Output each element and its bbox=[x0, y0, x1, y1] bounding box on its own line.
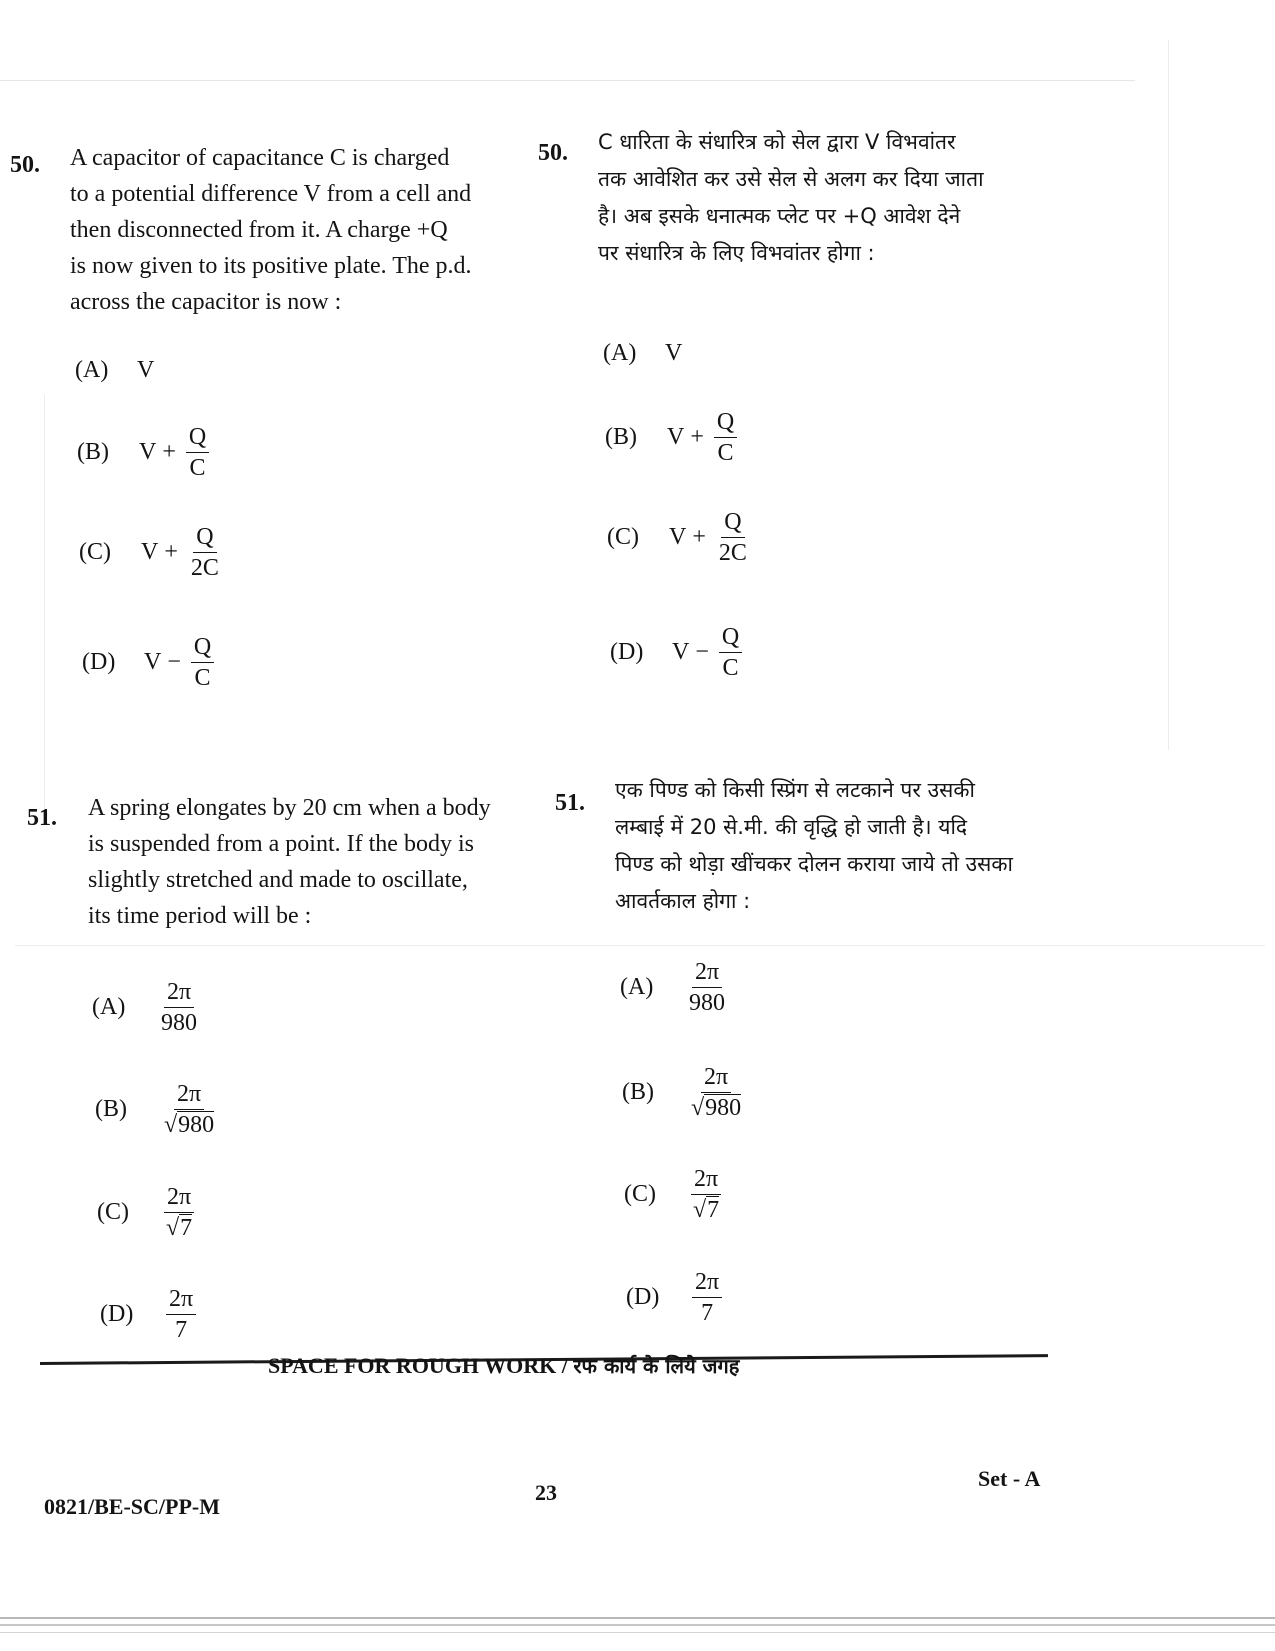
denominator: C bbox=[722, 655, 739, 681]
fraction bbox=[719, 625, 742, 680]
numerator: 2π bbox=[692, 960, 722, 988]
denominator: 2C bbox=[190, 555, 219, 581]
middle-faint-rule bbox=[15, 945, 1265, 946]
q51-en-option-a bbox=[92, 980, 200, 1035]
q51-en-option-c bbox=[97, 1185, 195, 1240]
q50-hi-line: है। अब इसके धनात्मक प्लेट पर +Q आवेश देने bbox=[598, 204, 961, 228]
option-term: V bbox=[669, 524, 687, 550]
q50-hi-line: C धारिता के संधारित्र को सेल द्वारा V विभवांतर bbox=[598, 130, 956, 154]
option-label: (C) bbox=[624, 1181, 656, 1207]
option-label: (C) bbox=[79, 539, 111, 565]
option-sign: − bbox=[695, 639, 709, 665]
q50-hi-line: पर संधारित्र के लिए विभवांतर होगा : bbox=[598, 241, 875, 265]
option-label: (D) bbox=[100, 1301, 134, 1327]
q51-hi-line: एक पिण्ड को किसी स्प्रिंग से लटकाने पर उसकी bbox=[615, 778, 975, 802]
denominator: C bbox=[189, 455, 206, 481]
option-label: (B) bbox=[77, 439, 109, 465]
denominator: 2C bbox=[718, 540, 747, 566]
q50-en-option-a bbox=[75, 357, 154, 384]
option-sign: + bbox=[690, 424, 704, 450]
bottom-rule bbox=[0, 1624, 1275, 1626]
fraction bbox=[186, 425, 209, 480]
denominator bbox=[158, 1008, 200, 1035]
option-sign: − bbox=[167, 649, 181, 675]
q50-en-option-c bbox=[79, 525, 222, 580]
denominator bbox=[172, 1315, 190, 1342]
numerator: Q bbox=[186, 425, 209, 453]
denominator bbox=[161, 1110, 217, 1137]
numerator: Q bbox=[193, 525, 216, 553]
option-label: (D) bbox=[610, 639, 644, 665]
question-51-text-hi bbox=[615, 772, 1013, 920]
q50-en-option-b bbox=[77, 425, 209, 480]
q51-hi-option-d bbox=[626, 1270, 722, 1325]
q51-en-line: its time period will be : bbox=[88, 903, 312, 929]
denominator: C bbox=[194, 665, 211, 691]
radicand: 980 bbox=[705, 1095, 742, 1121]
q50-en-line: is now given to its positive plate. The p.d. bbox=[70, 253, 472, 279]
option-label: (D) bbox=[82, 649, 116, 675]
numerator: 2π bbox=[164, 1185, 194, 1213]
option-sign: + bbox=[692, 524, 706, 550]
q50-hi-line: तक आवेशित कर उसे सेल से अलग कर दिया जाता bbox=[598, 167, 984, 191]
option-term: V bbox=[139, 439, 157, 465]
numerator: Q bbox=[721, 510, 744, 538]
fraction bbox=[166, 1287, 196, 1342]
option-sign: + bbox=[162, 439, 176, 465]
set-label: Set - A bbox=[978, 1466, 1041, 1491]
fraction bbox=[163, 1185, 195, 1240]
q50-en-line: to a potential difference V from a cell and bbox=[70, 181, 472, 207]
q50-hi-option-c bbox=[607, 510, 750, 565]
page-number: 23 bbox=[535, 1480, 557, 1505]
q51-en-line: A spring elongates by 20 cm when a body bbox=[88, 795, 491, 821]
radicand: 980 bbox=[161, 1010, 197, 1036]
option-label: (C) bbox=[607, 524, 639, 550]
option-label: (A) bbox=[603, 340, 637, 366]
q51-en-line: slightly stretched and made to oscillate, bbox=[88, 867, 468, 893]
option-term: V bbox=[667, 424, 685, 450]
q50-en-line: A capacitor of capacitance C is charged bbox=[70, 145, 450, 171]
radicand: 980 bbox=[178, 1112, 215, 1138]
radicand: 7 bbox=[707, 1197, 720, 1223]
q51-hi-option-b bbox=[622, 1065, 744, 1120]
q50-en-option-d bbox=[82, 635, 214, 690]
numerator: 2π bbox=[174, 1082, 204, 1110]
numerator: Q bbox=[719, 625, 742, 653]
numerator: Q bbox=[191, 635, 214, 663]
sqrt-sign: √ bbox=[164, 1112, 178, 1138]
question-51-number-hi: 51. bbox=[555, 790, 585, 816]
sqrt-sign: √ bbox=[166, 1215, 180, 1241]
q50-en-line: then disconnected from it. A charge +Q bbox=[70, 217, 448, 243]
option-label: (C) bbox=[97, 1199, 129, 1225]
top-rule bbox=[0, 80, 1135, 81]
denominator bbox=[686, 988, 728, 1015]
q51-hi-line: लम्बाई में 20 से.मी. की वृद्धि हो जाती है। यदि bbox=[615, 815, 968, 839]
option-label: (A) bbox=[92, 994, 126, 1020]
denominator: C bbox=[717, 440, 734, 466]
option-value: V bbox=[665, 340, 683, 366]
question-50-number-en: 50. bbox=[10, 152, 40, 178]
rough-work-en: SPACE FOR ROUGH WORK / bbox=[268, 1353, 574, 1378]
q51-en-line: is suspended from a point. If the body is bbox=[88, 831, 474, 857]
q51-hi-line: आवर्तकाल होगा : bbox=[615, 889, 751, 913]
option-value: V bbox=[137, 357, 155, 383]
radicand: 7 bbox=[701, 1300, 714, 1326]
option-sign: + bbox=[164, 539, 178, 565]
q51-hi-option-c bbox=[624, 1167, 722, 1222]
sqrt-sign: √ bbox=[691, 1095, 705, 1121]
numerator: 2π bbox=[166, 1287, 196, 1315]
numerator: 2π bbox=[691, 1167, 721, 1195]
question-50-text-en bbox=[70, 140, 472, 320]
fraction bbox=[158, 980, 200, 1035]
denominator bbox=[688, 1093, 744, 1120]
q50-hi-option-a bbox=[603, 340, 682, 367]
option-label: (A) bbox=[620, 974, 654, 1000]
left-margin-line bbox=[44, 395, 45, 825]
radicand: 980 bbox=[689, 990, 725, 1016]
q51-hi-option-a bbox=[620, 960, 728, 1015]
question-50-number-hi: 50. bbox=[538, 140, 568, 166]
numerator: 2π bbox=[164, 980, 194, 1008]
fraction bbox=[686, 960, 728, 1015]
option-term: V bbox=[141, 539, 159, 565]
radicand: 7 bbox=[180, 1215, 193, 1241]
fraction bbox=[688, 1065, 744, 1120]
option-label: (D) bbox=[626, 1284, 660, 1310]
q50-hi-option-b bbox=[605, 410, 737, 465]
option-label: (A) bbox=[75, 357, 109, 383]
option-label: (B) bbox=[622, 1079, 654, 1105]
rough-work-hi: रफ कार्य के लिये जगह bbox=[573, 1354, 740, 1378]
bottom-rule bbox=[0, 1632, 1275, 1633]
right-margin-line bbox=[1168, 40, 1169, 750]
denominator bbox=[698, 1298, 716, 1325]
q50-en-line: across the capacitor is now : bbox=[70, 289, 342, 315]
question-51-number-en: 51. bbox=[27, 805, 57, 831]
option-label: (B) bbox=[605, 424, 637, 450]
numerator: 2π bbox=[701, 1065, 731, 1093]
option-term: V bbox=[144, 649, 162, 675]
fraction bbox=[690, 1167, 722, 1222]
q51-hi-line: पिण्ड को थोड़ा खींचकर दोलन कराया जाये तो उसका bbox=[615, 852, 1013, 876]
radicand: 7 bbox=[175, 1317, 188, 1343]
question-50-text-hi bbox=[598, 124, 984, 272]
q50-hi-option-d bbox=[610, 625, 742, 680]
question-51-text-en bbox=[88, 790, 491, 934]
rough-work-heading bbox=[268, 1352, 739, 1379]
q51-en-option-b bbox=[95, 1082, 217, 1137]
option-label: (B) bbox=[95, 1096, 127, 1122]
fraction bbox=[191, 635, 214, 690]
numerator: 2π bbox=[692, 1270, 722, 1298]
fraction bbox=[714, 410, 737, 465]
sqrt-sign: √ bbox=[693, 1197, 707, 1223]
q51-en-option-d bbox=[100, 1287, 196, 1342]
fraction bbox=[188, 525, 222, 580]
denominator bbox=[690, 1195, 722, 1222]
option-term: V bbox=[672, 639, 690, 665]
denominator bbox=[163, 1213, 195, 1240]
numerator: Q bbox=[714, 410, 737, 438]
fraction bbox=[716, 510, 750, 565]
bottom-rule bbox=[0, 1617, 1275, 1619]
paper-code: 0821/BE-SC/PP-M bbox=[44, 1494, 220, 1519]
fraction bbox=[692, 1270, 722, 1325]
fraction bbox=[161, 1082, 217, 1137]
